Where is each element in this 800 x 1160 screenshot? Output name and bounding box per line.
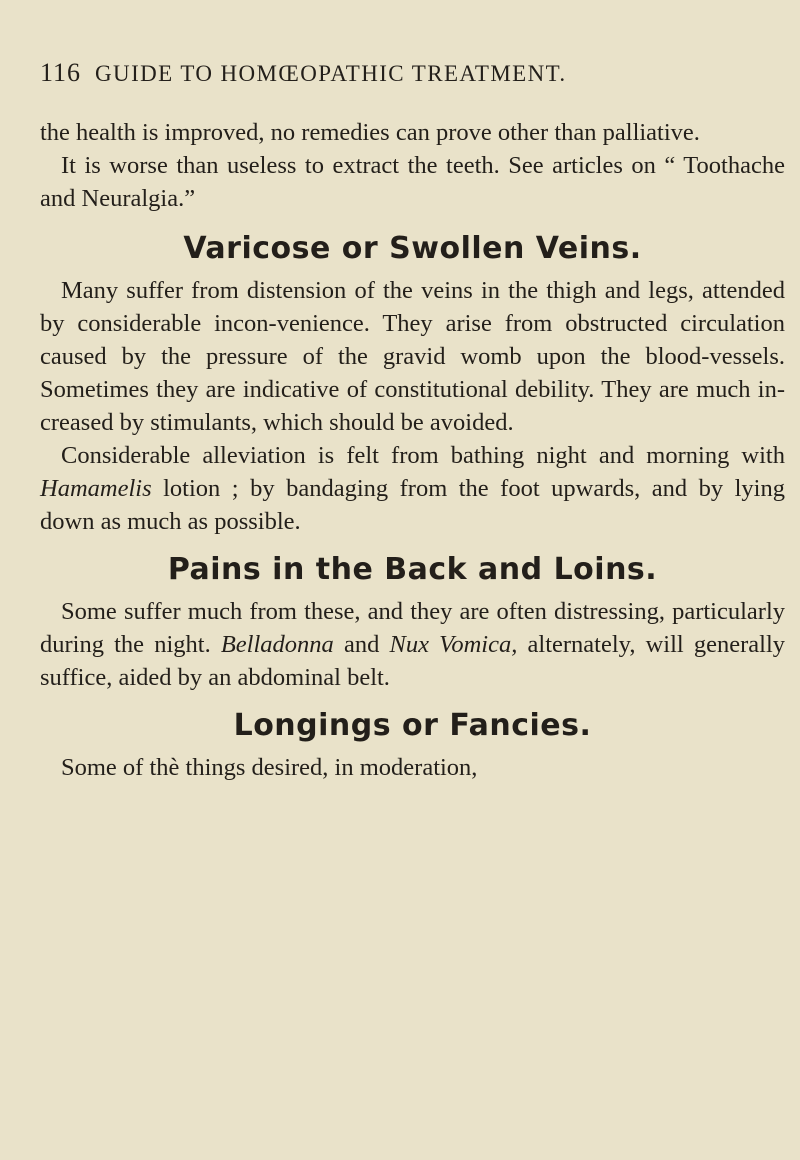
remedy-nux-vomica: Nux Vomica, <box>389 631 518 658</box>
remedy-hamamelis: Hamamelis <box>40 475 152 502</box>
back-text-b: and <box>333 631 390 658</box>
heading-longings: Longings or Fancies. <box>233 708 592 743</box>
intro-paragraph-1: the health is improved, no remedies can prove other than palliative. <box>40 119 700 146</box>
running-head <box>40 58 785 92</box>
varicose-text-a: Considerable alleviation is felt from bathing night and morning with <box>61 442 785 469</box>
back-pains-paragraph <box>40 595 785 694</box>
intro-paragraph-2: It is worse than useless to extract the teeth. See articles on “ Toothache and Neuralgia.” <box>40 152 785 212</box>
back-text-a: Some suffer much from these, and they are often distressing, particularly during the night. <box>40 598 785 658</box>
back-text-c: alternately, will generally suffice, aided by an abdominal belt. <box>40 631 786 691</box>
longings-paragraph: Some of thè things desired, in moderation, <box>61 754 478 781</box>
varicose-paragraph-1: Many suffer from distension of the veins in the thigh and legs, attended by considerable incon-venience. They arise from obstructed circulation caused by the pressure of the gravid womb upon the blood-vessels. Sometimes they are indicative of constitutional debility. They are much in-creased by stimulants, which should be avoided. <box>40 277 785 436</box>
remedy-belladonna: Belladonna <box>220 631 334 658</box>
varicose-text-b: lotion ; by bandaging from the foot upwards, and by lying down as much as possible. <box>40 475 785 535</box>
heading-varicose-veins: Varicose or Swollen Veins. <box>183 231 642 266</box>
running-title: GUIDE TO HOMŒOPATHIC TREATMENT. <box>95 61 567 86</box>
varicose-paragraph-2 <box>40 439 785 538</box>
page-number: 116 <box>40 58 82 87</box>
book-page <box>40 58 785 784</box>
heading-back-pains: Pains in the Back and Loins. <box>167 552 658 587</box>
